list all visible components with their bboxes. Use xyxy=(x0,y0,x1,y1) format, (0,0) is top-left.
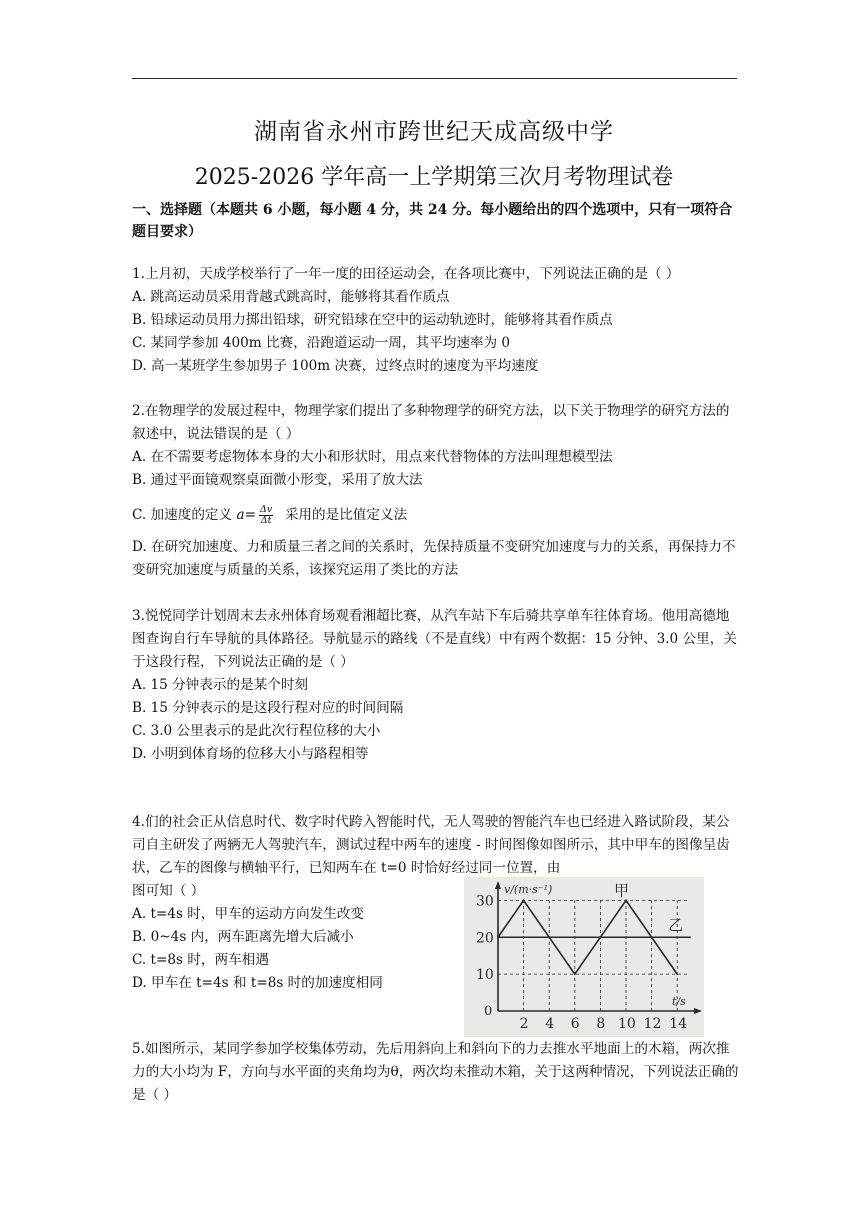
formula-equals: = xyxy=(244,507,256,523)
question-5 xyxy=(132,1038,742,1107)
exam-title: 2025-2026 学年高一上学期第三次月考物理试卷 xyxy=(194,165,674,190)
x-tick-label-10: 10 xyxy=(618,1016,636,1032)
series-point-jia-1 xyxy=(523,899,525,901)
question-2 xyxy=(132,400,742,582)
x-tick-label-12: 12 xyxy=(643,1016,662,1032)
formula-fraction xyxy=(259,505,273,526)
y-tick-label-30: 30 xyxy=(476,893,494,910)
question-3-option-a: A. 15 分钟表示的是某个时刻 xyxy=(132,677,309,693)
question-4-stem-end: 图可知（ ） xyxy=(132,883,205,899)
question-1-option-a: A. 跳高运动员采用背越式跳高时，能够将其看作质点 xyxy=(132,289,450,305)
y-tick-label-10: 10 xyxy=(476,967,494,984)
series-label-yi: 乙 xyxy=(668,915,684,934)
question-4-stem: 4.们的社会正从信息时代、数字时代跨入智能时代，无人驾驶的智能汽车也已经进入路试阶段，某公司自主研发了两辆无人驾驶汽车，测试过程中两车的速度 - 时间图像如图所示，其中甲车的图像呈齿状，乙车的图像与横轴平行，已知两车在 t=0 时恰好经过同一位置，由 xyxy=(132,814,730,876)
question-1-option-c: C. 某同学参加 400m 比赛，沿跑道运动一周，其平均速率为 0 xyxy=(132,335,511,351)
formula-denominator: Δt xyxy=(260,515,272,526)
question-2-option-b: B. 通过平面镜观察桌面微小形变，采用了放大法 xyxy=(132,472,423,488)
school-title: 湖南省永州市跨世纪天成高级中学 xyxy=(254,119,614,145)
question-4-option-a: A. t=4s 时，甲车的运动方向发生改变 xyxy=(132,906,364,922)
formula-a: a xyxy=(236,507,245,523)
velocity-time-chart xyxy=(464,877,704,1037)
question-2-option-a: A. 在不需要考虑物体本身的大小和形状时，用点来代替物体的方法叫理想模型法 xyxy=(132,449,613,465)
header-rule xyxy=(132,78,737,79)
option-c-suffix: 采用的是比值定义法 xyxy=(284,507,408,523)
origin-label: 0 xyxy=(484,1004,493,1019)
x-tick-label-6: 6 xyxy=(570,1016,580,1032)
x-tick-label-2: 2 xyxy=(519,1016,529,1032)
chart-background xyxy=(464,877,704,1037)
series-point-jia-4 xyxy=(676,973,678,975)
question-2-option-c xyxy=(132,502,742,528)
series-label-jia: 甲 xyxy=(614,881,630,900)
question-1-option-b: B. 铅球运动员用力掷出铅球，研究铅球在空中的运动轨迹时，能够将其看作质点 xyxy=(132,312,613,328)
question-3-option-c: C. 3.0 公里表示的是此次行程位移的大小 xyxy=(132,723,381,739)
formula-numerator: Δv xyxy=(259,504,273,515)
x-tick-label-8: 8 xyxy=(596,1016,606,1032)
question-3-stem: 3.悦悦同学计划周末去永州体育场观看湘超比赛，从汽车站下车后骑共享单车往体育场。他用高德地图查询自行车导航的具体路径。导航显示的路线（不是直线）中有两个数据：15 分钟、3.0 公里，关于这段行程，下列说法正确的是（ ） xyxy=(132,608,737,670)
series-point-yi-1 xyxy=(689,936,691,938)
question-5-stem: 5.如图所示，某同学参加学校集体劳动，先后用斜向上和斜向下的力去推水平地面上的木箱，两次推力的大小均为 F，方向与水平面的夹角均为θ，两次均未推动木箱，关于这两种情况，下列说法正确的是（ ） xyxy=(132,1041,739,1103)
question-3 xyxy=(132,605,742,766)
y-tick-label-20: 20 xyxy=(476,930,494,947)
question-2-option-d: D. 在研究加速度、力和质量三者之间的关系时，先保持质量不变研究加速度与力的关系，再保持力不变研究加速度与质量的关系，该探究运用了类比的方法 xyxy=(132,539,736,578)
question-3-option-b: B. 15 分钟表示的是这段行程对应的时间间隔 xyxy=(132,700,404,716)
section-heading: 一、选择题（本题共 6 小题，每小题 4 分，共 24 分。每小题给出的四个选项中，只有一项符合题目要求） xyxy=(132,202,733,240)
y-axis-label: v/(m·s⁻¹) xyxy=(504,883,553,896)
series-point-yi-0 xyxy=(497,936,499,938)
series-point-jia-3 xyxy=(625,899,627,901)
x-tick-label-4: 4 xyxy=(545,1016,555,1032)
question-1-option-d: D. 高一某班学生参加男子 100m 决赛，过终点时的速度为平均速度 xyxy=(132,358,539,374)
question-4-option-b: B. 0~4s 内，两车距离先增大后减小 xyxy=(132,929,354,945)
option-c-prefix: C. 加速度的定义 xyxy=(132,507,233,523)
question-1-stem: 1.上月初，天成学校举行了一年一度的田径运动会，在各项比赛中，下列说法正确的是（ ） xyxy=(132,266,680,282)
question-4-option-d: D. 甲车在 t=4s 和 t=8s 时的加速度相同 xyxy=(132,975,383,991)
series-point-jia-2 xyxy=(574,973,576,975)
question-1 xyxy=(132,263,742,378)
x-axis-label: t/s xyxy=(672,995,686,1008)
question-2-stem: 2.在物理学的发展过程中，物理学家们提出了多种物理学的研究方法，以下关于物理学的研究方法的叙述中，说法错误的是（ ） xyxy=(132,403,730,442)
x-tick-label-14: 14 xyxy=(669,1016,688,1032)
question-3-option-d: D. 小明到体育场的位移大小与路程相等 xyxy=(132,746,369,762)
question-4-option-c: C. t=8s 时，两车相遇 xyxy=(132,952,269,968)
